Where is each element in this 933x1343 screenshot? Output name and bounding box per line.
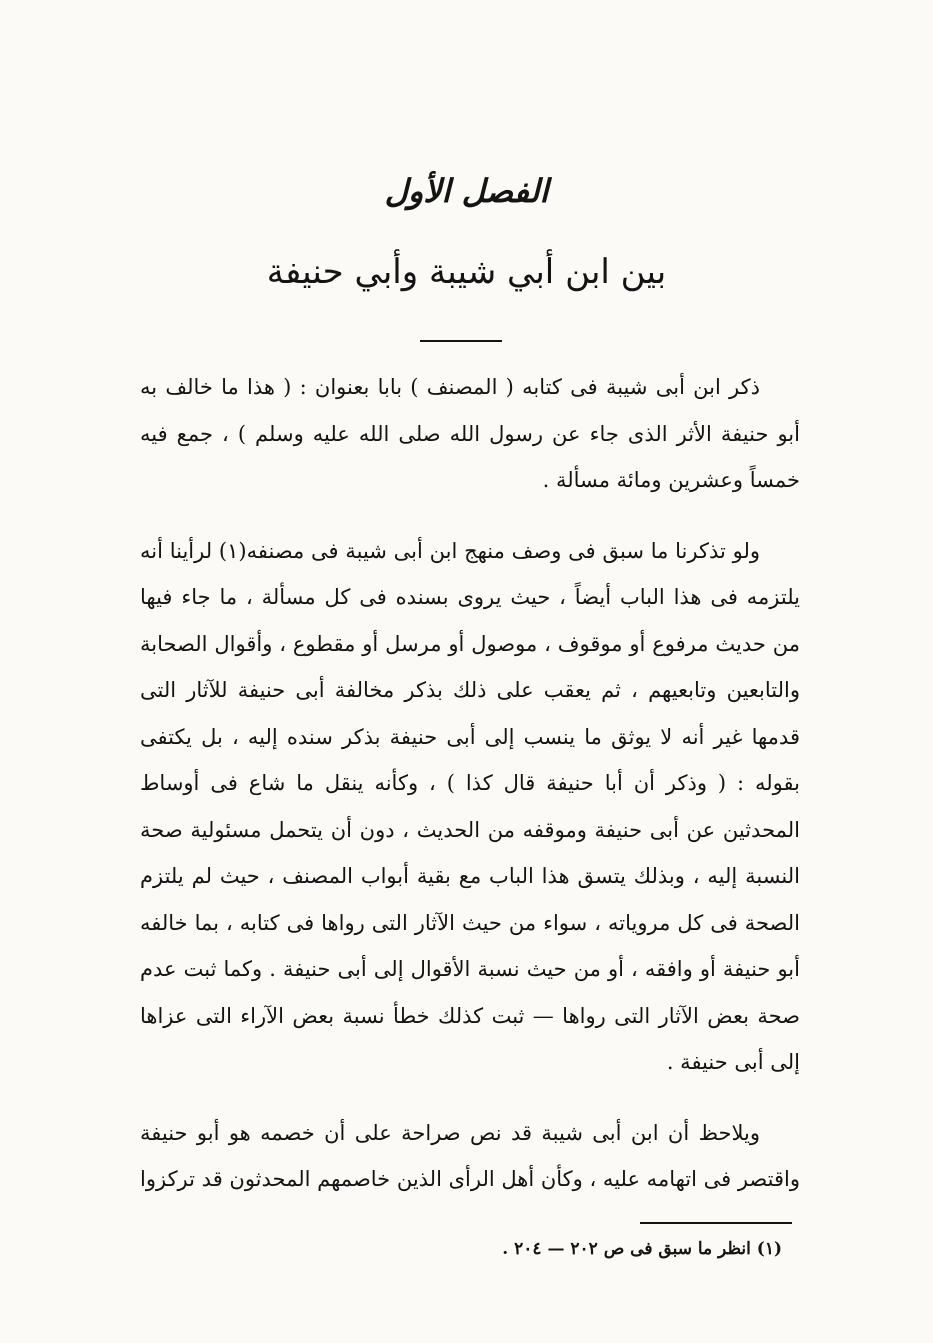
chapter-title: الفصل الأول <box>384 172 549 210</box>
body-text <box>140 364 800 1227</box>
section-title: بين ابن أبي شيبة وأبي حنيفة <box>266 252 667 292</box>
title-divider <box>420 340 502 342</box>
footnote-divider <box>640 1222 792 1224</box>
footnote: (١) انظر ما سبق فى ص ٢٠٢ — ٢٠٤ . <box>502 1239 782 1259</box>
paragraph-2: ولو تذكرنا ما سبق فى وصف منهج ابن أبى شيبة فى مصنفه(١) لرأينا أنه يلتزمه فى هذا الباب أيضاً ، حيث يروى بسنده فى كل مسألة ، ما جاء فيها من حديث مرفوع أو موقوف ، موصول أو مرسل أو مقطوع ، وأقوال الصحابة والتابعين وتابعيهم ، ثم يعقب على ذلك بذكر مخالفة أبى حنيفة للآثار التى قدمها غير أنه لا يوثق ما ينسب إلى أبى حنيفة بذكر سنده إليه ، بل يكتفى بقوله : ( وذكر أن أبا حنيفة قال كذا ) ، وكأنه ينقل ما شاع فى أوساط المحدثين عن أبى حنيفة وموقفه من الحديث ، دون أن يتحمل مسئولية صحة النسبة إليه ، وبذلك يتسق هذا الباب مع بقية أبواب المصنف ، حيث لم يلتزم الصحة فى كل مروياته ، سواء من حيث الآثار التى رواها فى كتابه ، بما خالفه أبو حنيفة أو وافقه ، أو من حيث نسبة الأقوال إلى أبى حنيفة . وكما ثبت عدم صحة بعض الآثار التى رواها — ثبت كذلك خطأ نسبة بعض الآراء التى عزاها إلى أبى حنيفة . <box>140 538 801 1074</box>
paragraph-1: ذكر ابن أبى شيبة فى كتابه ( المصنف ) بابا بعنوان : ( هذا ما خالف به أبو حنيفة الأثر الذى جاء عن رسول الله صلى الله عليه وسلم ) ، جمع فيه خمساً وعشرين ومائة مسألة . <box>140 375 800 492</box>
paragraph-3: ويلاحظ أن ابن أبى شيبة قد نص صراحة على أن خصمه هو أبو حنيفة واقتصر فى اتهامه عليه ، وكأن أهل الرأى الذين خاصمهم المحدثون قد تركزوا <box>140 1120 800 1191</box>
